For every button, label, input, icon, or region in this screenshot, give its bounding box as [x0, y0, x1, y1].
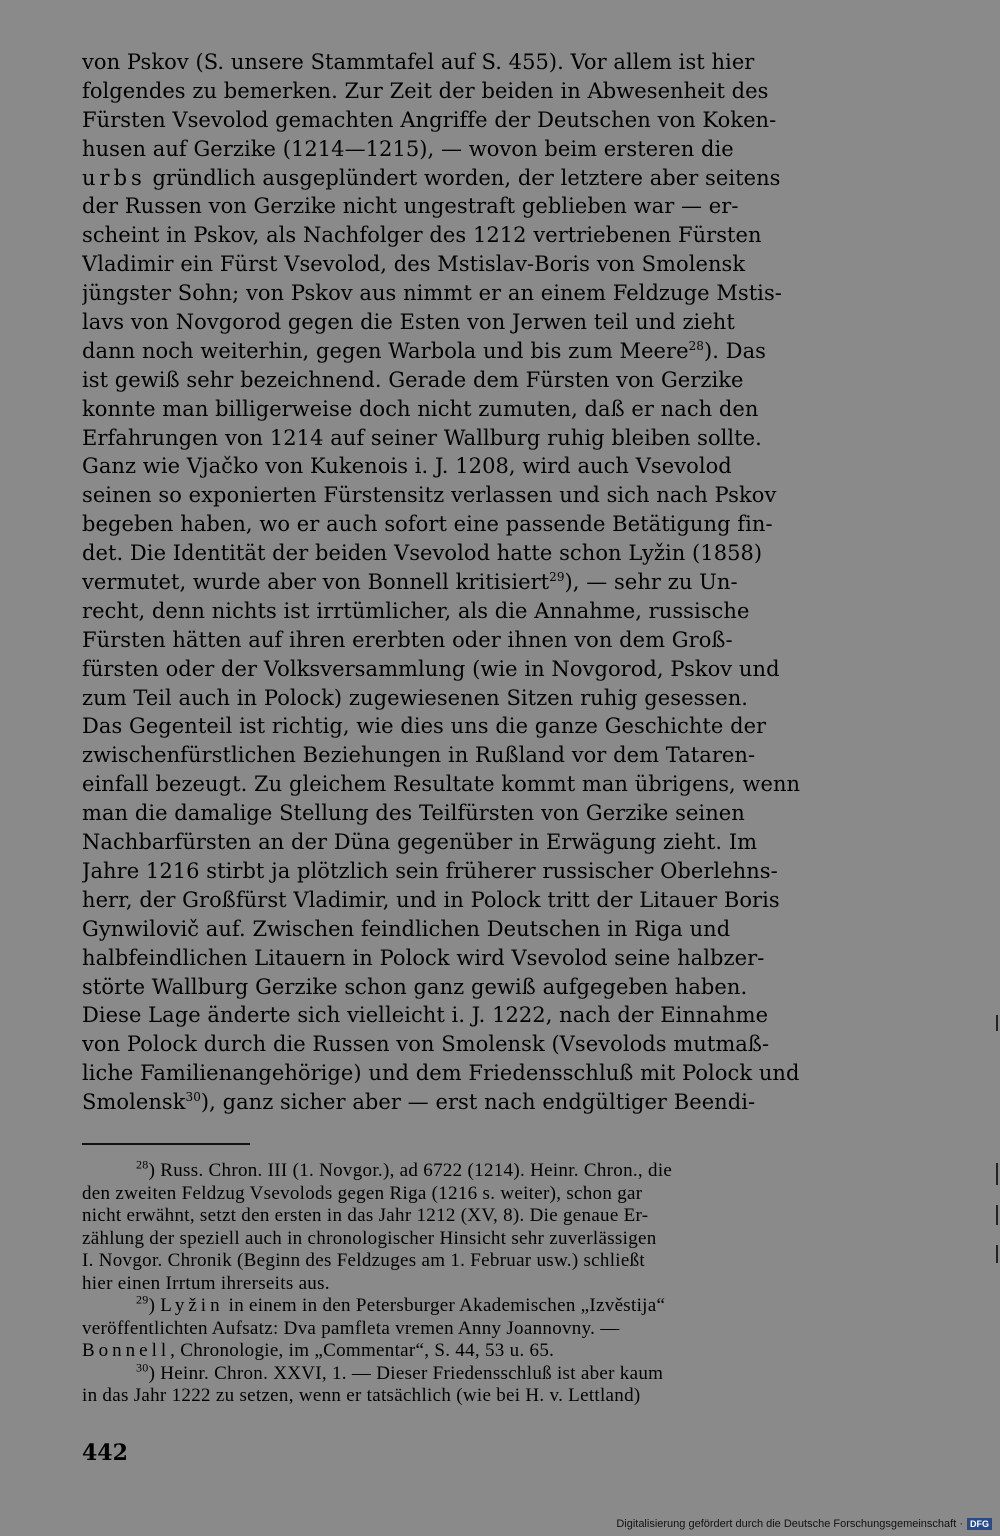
- text-line: Das Gegenteil ist richtig, wie dies uns die ganze Geschichte der: [82, 714, 767, 739]
- text-line: zum Teil auch in Polock) zugewiesenen Sitzen ruhig gesessen.: [82, 685, 748, 710]
- text-line: [82, 1088, 940, 1117]
- text-span: Smolensk: [82, 1090, 186, 1115]
- page-number: 442: [82, 1440, 128, 1466]
- footnote-29-line: [82, 1295, 940, 1318]
- text-line: liche Familienangehörige) und dem Friedensschluß mit Polock und: [82, 1061, 800, 1086]
- footnote-number: 28: [136, 1160, 149, 1172]
- text-line: störte Wallburg Gerzike schon ganz gewiß aufgegeben haben.: [82, 974, 748, 999]
- text-span: ), — sehr zu Un-: [564, 570, 738, 595]
- text-span: ) Russ. Chron. III (1. Novgor.), ad 6722 (1214). Heinr. Chron., die: [148, 1160, 673, 1181]
- text-line: [82, 164, 940, 193]
- text-line: von Polock durch die Russen von Smolensk (Vsevolods mutmaß-: [82, 1032, 770, 1057]
- footnotes-block: [82, 1160, 940, 1408]
- text-line: recht, denn nichts ist irrtümlicher, als die Annahme, russische: [82, 598, 750, 623]
- footnote-30-line: in das Jahr 1222 zu setzen, wenn er tatsächlich (wie bei H. v. Lettland): [82, 1385, 641, 1406]
- margin-mark: [996, 1015, 998, 1031]
- footnote-ref-28: 28: [688, 338, 704, 353]
- footnote-28-line: zählung der speziell auch in chronologischer Hinsicht sehr zuverlässigen: [82, 1227, 657, 1249]
- text-line: Fürsten Vsevolod gemachten Angriffe der Deutschen von Koken-: [82, 107, 777, 132]
- footnote-30-line: [82, 1363, 940, 1386]
- text-line: Jahre 1216 stirbt ja plötzlich sein früherer russischer Oberlehns-: [82, 858, 778, 883]
- footnote-28-line: nicht erwähnt, setzt den ersten in das Jahr 1212 (XV, 8). Die genaue Er-: [82, 1205, 649, 1226]
- text-span: , Chronologie, im „Commentar“, S. 44, 53 u. 65.: [170, 1340, 555, 1361]
- text-line: Vladimir ein Fürst Vsevolod, des Mstislav-Boris von Smolensk: [82, 252, 746, 277]
- text-line: [82, 337, 940, 366]
- footnote-separator-rule: [82, 1143, 250, 1145]
- text-line: man die damalige Stellung des Teilfürsten von Gerzike seinen: [82, 801, 745, 826]
- footnote-number: 29: [136, 1295, 149, 1307]
- digitization-credit: [616, 1518, 992, 1530]
- spaced-term: urbs: [82, 165, 146, 190]
- footnote-28-line: den zweiten Feldzug Vsevolods gegen Riga (1216 s. weiter), schon gar: [82, 1182, 643, 1204]
- spaced-name: Lyžin: [160, 1295, 224, 1316]
- text-line: scheint in Pskov, als Nachfolger des 1212 vertriebenen Fürsten: [82, 223, 762, 248]
- dfg-logo: DFG: [967, 1518, 992, 1530]
- text-line: einfall bezeugt. Zu gleichem Resultate kommt man übrigens, wenn: [82, 772, 801, 797]
- text-span: ) Heinr. Chron. XXVI, 1. — Dieser Friedensschluß ist aber kaum: [148, 1362, 664, 1384]
- text-span: dann noch weiterhin, gegen Warbola und bis zum Meere: [82, 338, 689, 363]
- text-line: lavs von Novgorod gegen die Esten von Jerwen teil und zieht: [82, 310, 735, 335]
- text-line: [82, 568, 940, 597]
- footnote-28-line: I. Novgor. Chronik (Beginn des Feldzuges am 1. Februar usw.) schließt: [82, 1250, 645, 1271]
- text-line: herr, der Großfürst Vladimir, und in Polock tritt der Litauer Boris: [82, 887, 780, 912]
- footnote-29-line: veröffentlichten Aufsatz: Dva pamfleta vremen Anny Joannovny. —: [82, 1317, 620, 1339]
- text-line: Fürsten hätten auf ihren ererbten oder ihnen von dem Groß-: [82, 627, 733, 652]
- text-line: Diese Lage änderte sich vielleicht i. J. 1222, nach der Einnahme: [82, 1003, 769, 1028]
- text-line: seinen so exponierten Fürstensitz verlassen und sich nach Pskov: [82, 483, 777, 508]
- main-body-text: [82, 48, 940, 1117]
- text-line: Erfahrungen von 1214 auf seiner Wallburg ruhig bleiben sollte.: [82, 425, 762, 450]
- text-line: Ganz wie Vjačko von Kukenois i. J. 1208, wird auch Vsevolod: [82, 454, 732, 479]
- footnote-28-line: [82, 1160, 940, 1183]
- text-line: Nachbarfürsten an der Düna gegenüber in Erwägung zieht. Im: [82, 830, 758, 855]
- text-span: ), ganz sicher aber — erst nach endgültiger Beendi-: [200, 1090, 756, 1115]
- footnote-ref-29: 29: [549, 570, 565, 585]
- text-line: folgendes zu bemerken. Zur Zeit der beiden in Abwesenheit des: [82, 78, 769, 103]
- text-line: ist gewiß sehr bezeichnend. Gerade dem Fürsten von Gerzike: [82, 367, 744, 392]
- text-line: begeben haben, wo er auch sofort eine passende Betätigung fin-: [82, 512, 773, 537]
- text-span: ): [148, 1295, 161, 1316]
- text-span: in einem in den Petersburger Akademischen „Izvěstija“: [223, 1295, 666, 1316]
- text-line: halbfeindlichen Litauern in Polock wird Vsevolod seine halbzer-: [82, 945, 765, 970]
- spaced-name: Bonnell: [82, 1340, 171, 1361]
- text-line: jüngster Sohn; von Pskov aus nimmt er an einem Feldzuge Mstis-: [82, 281, 782, 306]
- text-line: konnte man billigerweise doch nicht zumuten, daß er nach den: [82, 396, 759, 421]
- margin-mark: [996, 1205, 998, 1225]
- text-line: fürsten oder der Volksversammlung (wie in Novgorod, Pskov und: [82, 656, 780, 681]
- text-line: husen auf Gerzike (1214—1215), — wovon beim ersteren die: [82, 136, 734, 161]
- text-span: gründlich ausgeplündert worden, der letztere aber seitens: [145, 165, 781, 190]
- text-line: der Russen von Gerzike nicht ungestraft geblieben war — er-: [82, 194, 739, 219]
- text-span: vermutet, wurde aber von Bonnell kritisiert: [82, 570, 550, 595]
- text-line: zwischenfürstlichen Beziehungen in Rußland vor dem Tataren-: [82, 743, 756, 768]
- text-line: von Pskov (S. unsere Stammtafel auf S. 455). Vor allem ist hier: [82, 50, 755, 74]
- text-line: Gynwilovič auf. Zwischen feindlichen Deutschen in Riga und: [82, 916, 731, 941]
- footnote-ref-30: 30: [185, 1090, 201, 1105]
- footnote-number: 30: [136, 1362, 149, 1375]
- margin-mark: [996, 1163, 998, 1185]
- credit-text: Digitalisierung gefördert durch die Deutsche Forschungsgemeinschaft ·: [616, 1518, 963, 1530]
- text-line: det. Die Identität der beiden Vsevolod hatte schon Lyžin (1858): [82, 541, 763, 566]
- margin-mark: [996, 1245, 998, 1263]
- footnote-28-line: hier einen Irrtum ihrerseits aus.: [82, 1272, 330, 1294]
- text-span: ). Das: [703, 338, 766, 363]
- footnote-29-line: [82, 1340, 940, 1363]
